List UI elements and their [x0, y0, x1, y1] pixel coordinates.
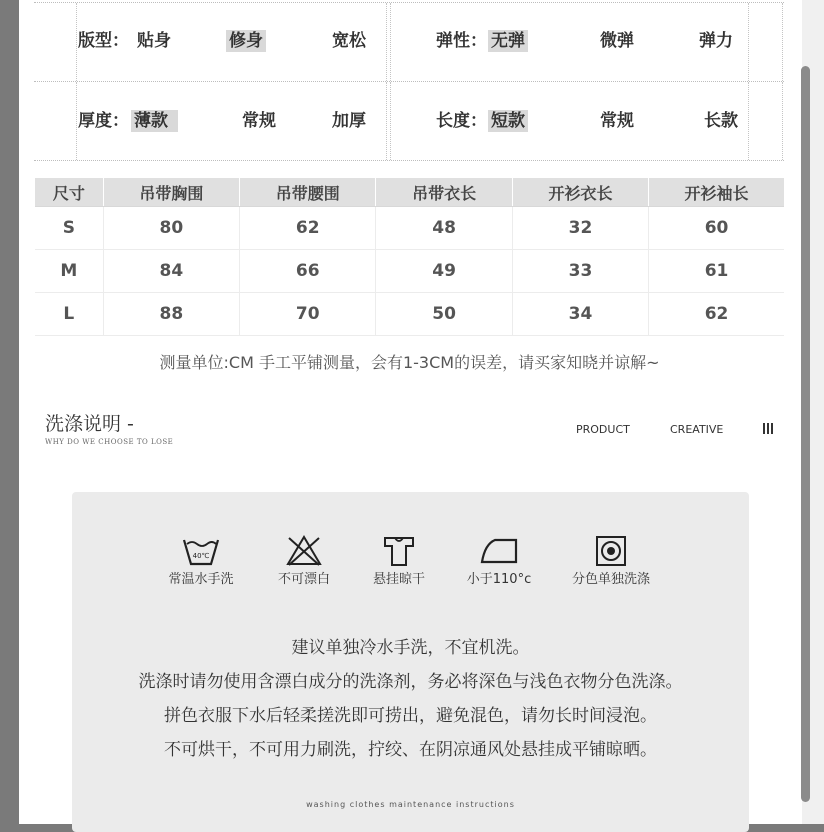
header-cami-waist: 吊带腰围 [240, 178, 376, 207]
separate-wash-icon [594, 534, 628, 568]
table-cell: 32 [512, 207, 648, 250]
table-cell: 62 [240, 207, 376, 250]
hang-dry-icon [382, 534, 416, 568]
hand-wash-icon [181, 534, 221, 568]
table-cell: 80 [103, 207, 239, 250]
grid-divider [76, 82, 77, 160]
iron-icon [479, 534, 519, 568]
length-option-regular: 常规 [600, 111, 634, 131]
table-cell: S [35, 207, 103, 250]
table-cell: 61 [649, 250, 784, 293]
table-cell: 70 [240, 293, 376, 336]
table-row [35, 207, 784, 250]
table-cell: 48 [376, 207, 512, 250]
grid-divider [748, 82, 749, 160]
nav-product[interactable]: PRODUCT [576, 423, 630, 436]
elasticity-option-stretch: 弹力 [699, 31, 733, 51]
measurement-note: 测量单位:CM 手工平铺测量，会有1-3CM的误差，请买家知晓并谅解~ [159, 353, 660, 372]
grid-divider [390, 82, 391, 160]
length-option-long: 长款 [704, 111, 738, 131]
elasticity-option-slight: 微弹 [600, 31, 634, 51]
care-label: 分色单独洗涤 [571, 572, 650, 587]
fit-option-loose: 宽松 [332, 31, 366, 51]
wash-temperature: 40℃ [192, 552, 210, 560]
table-cell: L [35, 293, 103, 336]
nav-creative[interactable]: CREATIVE [670, 423, 724, 436]
care-label: 小于110°c [466, 572, 532, 587]
instruction-line-2: 洗涤时请勿使用含漂白成分的洗涤剂，务必将深色与浅色衣物分色洗涤。 [138, 672, 683, 692]
grid-divider [748, 3, 749, 81]
instruction-line-1: 建议单独冷水手洗，不宜机洗。 [291, 638, 530, 658]
washing-title: 洗涤说明 - [45, 413, 134, 435]
table-cell: 60 [649, 207, 784, 250]
thickness-option-thin: 薄款 [131, 110, 178, 132]
menu-icon[interactable] [763, 423, 774, 434]
table-row [35, 250, 784, 293]
header-cardigan-length: 开衫衣长 [512, 178, 648, 207]
elasticity-option-none: 无弹 [488, 30, 528, 52]
length-option-short: 短款 [488, 110, 528, 132]
panel-footer-caption: washing clothes maintenance instructions [306, 800, 515, 809]
thickness-option-regular: 常规 [242, 111, 276, 131]
thickness-option-thick: 加厚 [332, 111, 366, 131]
table-cell: 62 [649, 293, 784, 336]
table-cell: 66 [240, 250, 376, 293]
instruction-line-3: 拼色衣服下水后轻柔搓洗即可捞出，避免混色，请勿长时间浸泡。 [164, 706, 657, 726]
table-cell: 33 [512, 250, 648, 293]
scrollbar-thumb[interactable] [801, 66, 810, 802]
table-cell: M [35, 250, 103, 293]
care-item-separate-wash [566, 534, 656, 588]
table-cell: 49 [376, 250, 512, 293]
care-item-no-bleach [274, 534, 334, 588]
fit-label: 版型： [78, 31, 129, 51]
length-label: 长度： [436, 111, 487, 131]
care-label: 悬挂晾干 [372, 572, 425, 587]
grid-divider [386, 82, 387, 160]
grid-divider [386, 3, 387, 81]
header-cardigan-sleeve: 开衫袖长 [649, 178, 784, 207]
care-item-hang-dry [369, 534, 429, 588]
table-cell: 88 [103, 293, 239, 336]
grid-divider [782, 3, 783, 81]
elasticity-label: 弹性： [436, 31, 487, 51]
care-label: 常温水手洗 [168, 572, 234, 587]
washing-subtitle: WHY DO WE CHOOSE TO LOSE [45, 438, 174, 446]
care-item-iron [464, 534, 534, 588]
table-row [35, 293, 784, 336]
size-chart-table [35, 178, 784, 336]
table-cell: 50 [376, 293, 512, 336]
header-cami-bust: 吊带胸围 [103, 178, 239, 207]
fit-option-slim-tight: 贴身 [137, 31, 171, 51]
size-table-header-row [35, 178, 784, 207]
table-cell: 34 [512, 293, 648, 336]
grid-divider [76, 3, 77, 81]
grid-divider [390, 3, 391, 81]
header-cami-length: 吊带衣长 [376, 178, 512, 207]
fit-option-regular-slim: 修身 [226, 30, 266, 52]
care-label: 不可漂白 [277, 572, 330, 587]
care-item-hand-wash [166, 534, 236, 588]
grid-divider [782, 82, 783, 160]
no-bleach-icon [286, 534, 322, 568]
table-cell: 84 [103, 250, 239, 293]
instruction-line-4: 不可烘干，不可用力刷洗，拧绞、在阴凉通风处悬挂成平铺晾晒。 [164, 740, 657, 760]
thickness-label: 厚度： [78, 111, 129, 131]
header-size: 尺寸 [35, 178, 103, 207]
